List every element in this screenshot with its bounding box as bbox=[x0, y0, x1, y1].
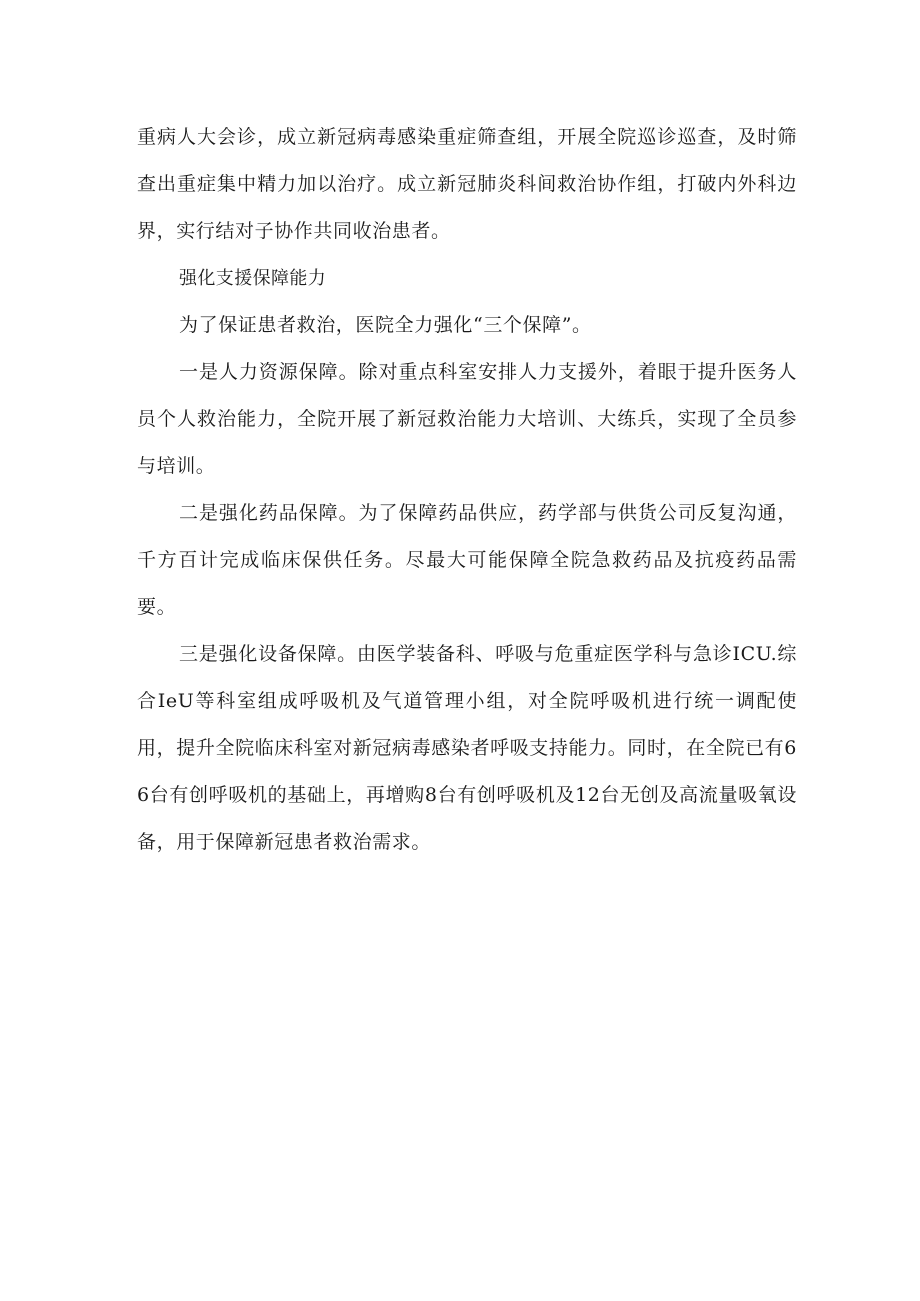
section-heading: 强化支援保障能力 bbox=[179, 268, 327, 289]
paragraph-human-resources: 一是人力资源保障。除对重点科室安排人力支援外，着眼于提升医务人员个人救治能力，全院开展了新冠救治能力大培训、大练兵，实现了全员参与培训。 bbox=[137, 361, 797, 477]
paragraph-equipment: 三是强化设备保障。由医学装备科、呼吸与危重症医学科与急诊ICU.综合IeU等科室组成呼吸机及气道管理小组，对全院呼吸机进行统一调配使用，提升全院临床科室对新冠病毒感染者呼吸支持能力。同时，在全院已有66台有创呼吸机的基础上，再增购8台有创呼吸机及12台无创及高流量吸氧设备，用于保障新冠患者救治需求。 bbox=[137, 643, 797, 853]
document-body bbox=[137, 114, 797, 866]
paragraph-intro: 为了保证患者救治，医院全力强化“三个保障”。 bbox=[179, 314, 592, 336]
paragraph-continued: 重病人大会诊，成立新冠病毒感染重症筛查组，开展全院巡诊巡查，及时筛查出重症集中精力加以治疗。成立新冠肺炎科间救治协作组，打破内外科边界，实行结对子协作共同收治患者。 bbox=[137, 126, 797, 242]
paragraph-drug-supply: 二是强化药品保障。为了保障药品供应，药学部与供货公司反复沟通，千方百计完成临床保供任务。尽最大可能保障全院急救药品及抗疫药品需要。 bbox=[137, 502, 797, 618]
